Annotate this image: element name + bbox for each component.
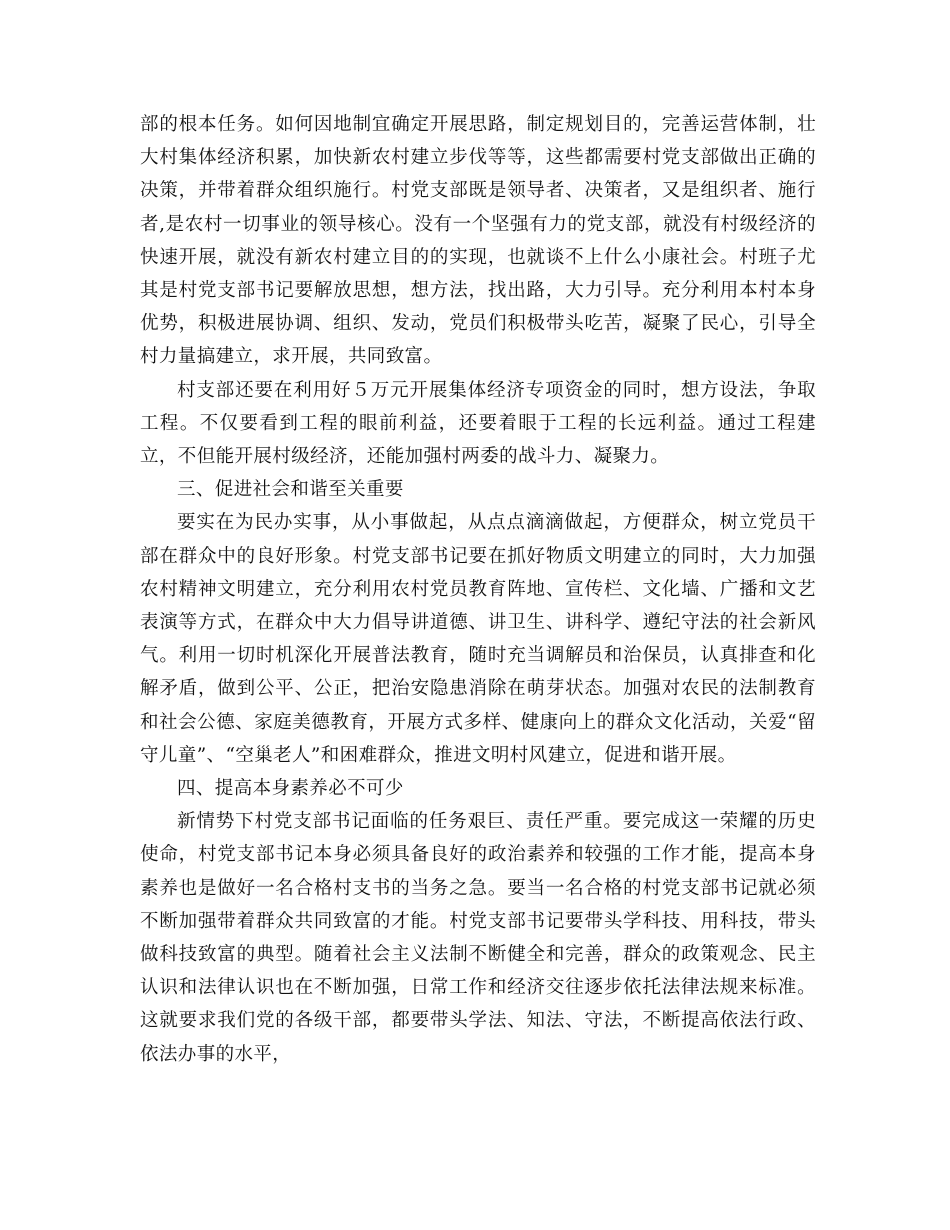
paragraph-self-quality: 新情势下村党支部书记面临的任务艰巨、责任严重。要完成这一荣耀的历史使命，村党支部书记本身必须具备良好的政治素养和较强的工作才能，提高本身素养也是做好一名合格村支书的当务之急。要当一名合格的村党支部书记就必须不断加强带着群众共同致富的才能。村党支部书记要带头学科技、用科技，带头做科技致富的典型。随着社会主义法制不断健全和完善，群众的政策观念、民主认识和法律认识也在不断加强，日常工作和经济交往逐步依托法律法规来标准。这就要求我们党的各级干部，都要带头学法、知法、守法，不断提高依法行政、依法办事的水平， — [140, 811, 816, 1065]
paragraph-social-harmony: 要实在为民办实事，从小事做起，从点点滴滴做起，方便群众，树立党员干部在群众中的良好形象。村党支部书记要在抓好物质文明建立的同时，大力加强农村精神文明建立，充分利用农村党员教育阵地、宣传栏、文化墙、广播和文艺表演等方式，在群众中大力倡导讲道德、讲卫生、讲科学、遵纪守法的社会新风气。利用一切时机深化开展普法教育，随时充当调解员和治保员，认真排查和化解矛盾，做到公平、公正，把治安隐患消除在萌芽状态。加强对农民的法制教育和社会公德、家庭美德教育，开展方式多样、健康向上的群众文化活动，关爱“留守儿童”、“空巢老人”和困难群众，推进文明村风建立，促进和谐开展。 — [140, 512, 816, 766]
section-heading-3: 三、促进社会和谐至关重要 — [177, 479, 404, 501]
paragraph-continuation: 部的根本任务。如何因地制宜确定开展思路，制定规划目的，完善运营体制，壮大村集体经济积累，加快新农村建立步伐等等，这些都需要村党支部做出正确的决策，并带着群众组织施行。村党支部既是领导者、决策者，又是组织者、施行者,是农村一切事业的领导核心。没有一个坚强有力的党支部，就没有村级经济的快速开展，就没有新农村建立目的的实现，也就谈不上什么小康社会。村班子尤其是村党支部书记要解放思想，想方法，找出路，大力引导。充分利用本村本身优势，积极进展协调、组织、发动，党员们积极带头吃苦，凝聚了民心，引导全村力量搞建立，求开展，共同致富。 — [140, 114, 816, 368]
paragraph-project-funds: 村支部还要在利用好５万元开展集体经济专项资金的同时，想方设法，争取工程。不仅要看到工程的眼前利益，还要着眼于工程的长远利益。通过工程建立，不但能开展村级经济，还能加强村两委的战斗力、凝聚力。 — [140, 379, 816, 468]
section-heading-4: 四、提高本身素养必不可少 — [177, 778, 404, 800]
document-body — [140, 108, 816, 1071]
